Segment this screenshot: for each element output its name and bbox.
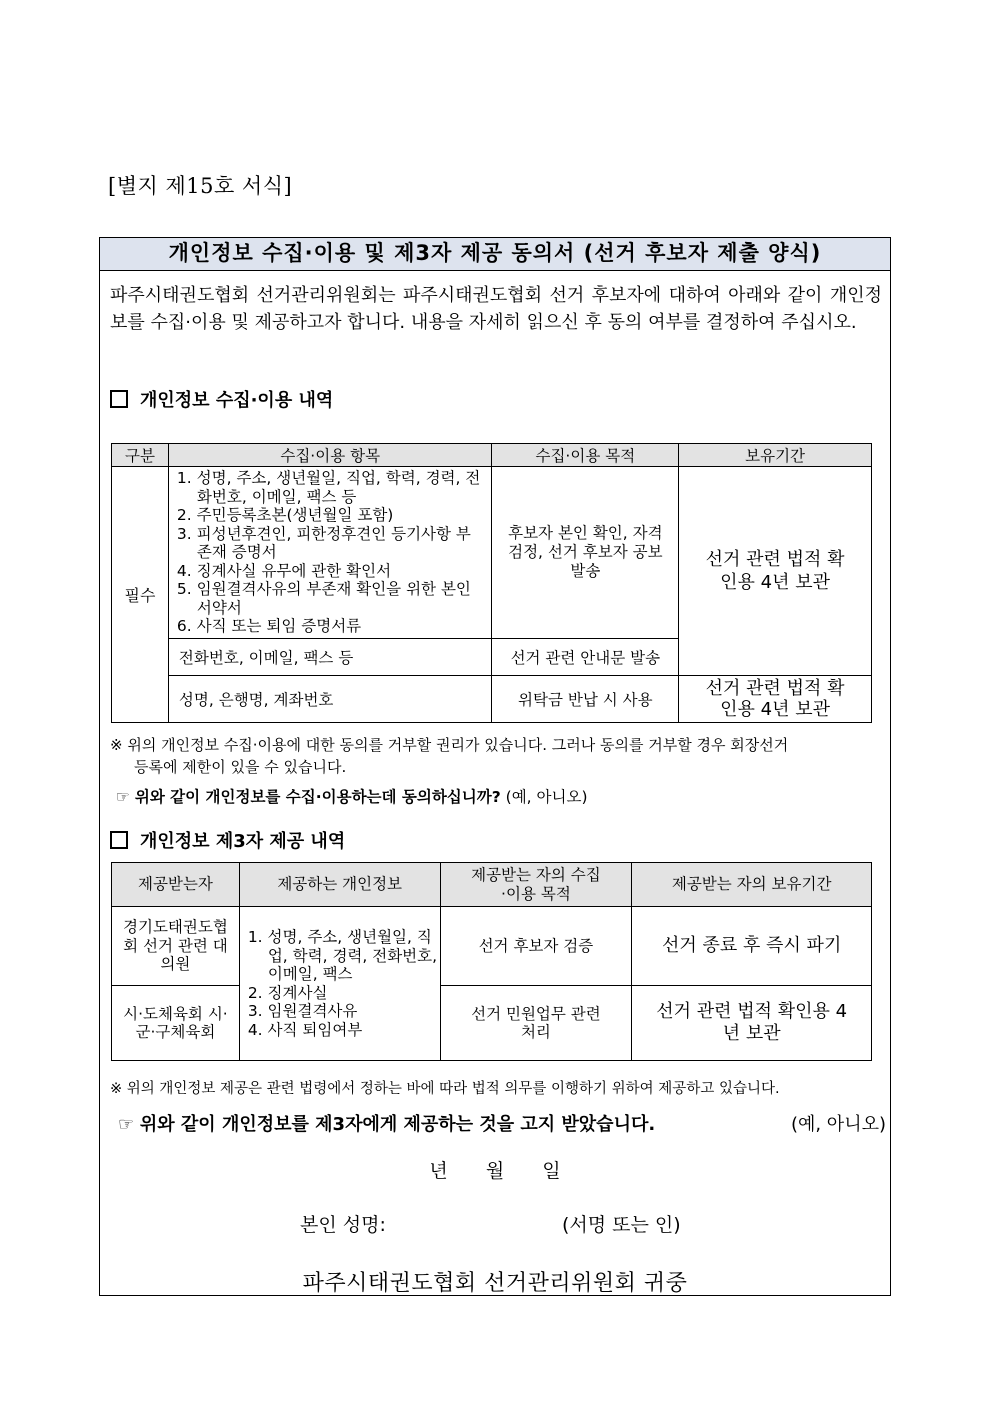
purpose-cell: 선거 관련 안내문 발송 (492, 638, 679, 675)
period-cell: 선거 관련 법적 확인용 4년 보관 (679, 467, 872, 676)
list-item: 3. 임원결격사유 (247, 1002, 358, 1020)
list-item: 5. 임원결격사유의 부존재 확인을 위한 본인 서약서 (176, 580, 471, 617)
section1-heading-text: 개인정보 수집·이용 내역 (140, 390, 334, 411)
list-item: 4. 사직 퇴임여부 (247, 1020, 363, 1039)
consent-question-2 (118, 1110, 886, 1136)
provision-notice: ※ 위의 개인정보 제공은 관련 법령에서 정하는 바에 따라 법적 의무를 이행하기 위하여 제공하고 있습니다. (110, 1081, 780, 1097)
purpose-cell: 위탁금 반납 시 사용 (492, 675, 679, 722)
list-item: 4. 징계사실 유무에 관한 확인서 (176, 561, 392, 580)
purpose-cell: 후보자 본인 확인, 자격 검정, 선거 후보자 공보 발송 (492, 467, 679, 639)
period-cell: 선거 관련 법적 확인용 4년 보관 (632, 986, 872, 1061)
checkbox-square-icon (110, 390, 128, 408)
provided-info-cell (239, 907, 440, 1061)
table-row (112, 907, 872, 986)
purpose-cell: 선거 후보자 검증 (440, 907, 632, 986)
column-header: 제공받는 자의 수집·이용 목적 (440, 863, 632, 907)
consent-question-1 (116, 785, 588, 807)
intro-paragraph: 파주시태권도협회 선거관리위원회는 파주시태권도협회 선거 후보자에 대하여 아래와 같이 개인정보를 수집·이용 및 제공하고자 합니다. 내용을 자세히 읽으신 후 동의 여부를 결정하여 주십시오. (110, 285, 882, 333)
yes-no-choice[interactable]: (예, 아니오) (505, 788, 588, 806)
items-cell: 전화번호, 이메일, 팩스 등 (168, 638, 492, 675)
items-cell: 성명, 은행명, 계좌번호 (168, 675, 492, 722)
items-cell (168, 467, 492, 639)
purpose-cell: 선거 민원업무 관련 처리 (440, 986, 632, 1061)
table-row (112, 467, 872, 639)
form-title: 개인정보 수집·이용 및 제3자 제공 동의서 (선거 후보자 제출 양식) (100, 238, 890, 271)
consent-question-text: 위와 같이 개인정보를 제3자에게 제공하는 것을 고지 받았습니다. (139, 1114, 656, 1135)
signature-field[interactable]: (서명 또는 인) (562, 1214, 681, 1236)
form-number-label: [별지 제15호 서식] (108, 174, 293, 198)
period-cell: 선거 관련 법적 확인용 4년 보관 (679, 675, 872, 722)
column-header: 제공받는 자의 보유기간 (632, 863, 872, 907)
table-row (112, 675, 872, 722)
column-header: 구분 (112, 444, 169, 467)
refusal-notice (110, 734, 788, 778)
pointing-hand-icon: ☞ (116, 788, 130, 806)
column-header: 수집·이용 항목 (168, 444, 492, 467)
column-header: 제공하는 개인정보 (239, 863, 440, 907)
third-party-table (111, 862, 872, 1061)
list-item: 3. 피성년후견인, 피한정후견인 등기사항 부존재 증명서 (176, 524, 471, 561)
consent-question-text: 위와 같이 개인정보를 수집·이용하는데 동의하십니까? (134, 788, 501, 806)
pointing-hand-icon: ☞ (118, 1114, 135, 1135)
column-header: 수집·이용 목적 (492, 444, 679, 467)
collection-table-header (112, 444, 872, 467)
list-item: 1. 성명, 주소, 생년월일, 직업, 학력, 경력, 전화번호, 이메일, 팩스 (247, 928, 438, 983)
addressee: 파주시태권도협회 선거관리위원회 귀중 (302, 1271, 688, 1296)
list-item: 2. 징계사실 (247, 983, 328, 1002)
table-row (112, 986, 872, 1061)
column-header: 제공받는자 (112, 863, 240, 907)
list-item: 6. 사직 또는 퇴임 증명서류 (176, 617, 362, 635)
signature-label: 본인 성명: (300, 1214, 386, 1236)
checkbox-square-icon (110, 831, 128, 849)
third-party-table-header (112, 863, 872, 907)
collection-table (111, 443, 872, 723)
period-cell: 선거 종료 후 즉시 파기 (632, 907, 872, 986)
recipient-cell: 경기도태권도협회 선거 관련 대의원 (112, 907, 240, 986)
column-header: 보유기간 (679, 444, 872, 467)
section2-heading (110, 827, 345, 853)
list-item: 2. 주민등록초본(생년월일 포함) (176, 506, 394, 524)
section2-heading-text: 개인정보 제3자 제공 내역 (140, 831, 346, 852)
list-item: 1. 성명, 주소, 생년월일, 직업, 학력, 경력, 전화번호, 이메일, 팩스 등 (176, 469, 481, 506)
refusal-notice-line: 등록에 제한이 있을 수 있습니다. (134, 758, 347, 776)
yes-no-choice[interactable]: (예, 아니오) (790, 1114, 886, 1135)
date-line[interactable]: 년 월 일 (429, 1160, 561, 1182)
consent-form (99, 237, 891, 1296)
recipient-cell: 시·도체육회 시·군·구체육회 (112, 986, 240, 1061)
category-cell: 필수 (112, 467, 169, 723)
refusal-notice-line: ※ 위의 개인정보 수집·이용에 대한 동의를 거부할 권리가 있습니다. 그러나 동의를 거부할 경우 회장선거 (110, 736, 789, 754)
section1-heading (110, 386, 333, 412)
